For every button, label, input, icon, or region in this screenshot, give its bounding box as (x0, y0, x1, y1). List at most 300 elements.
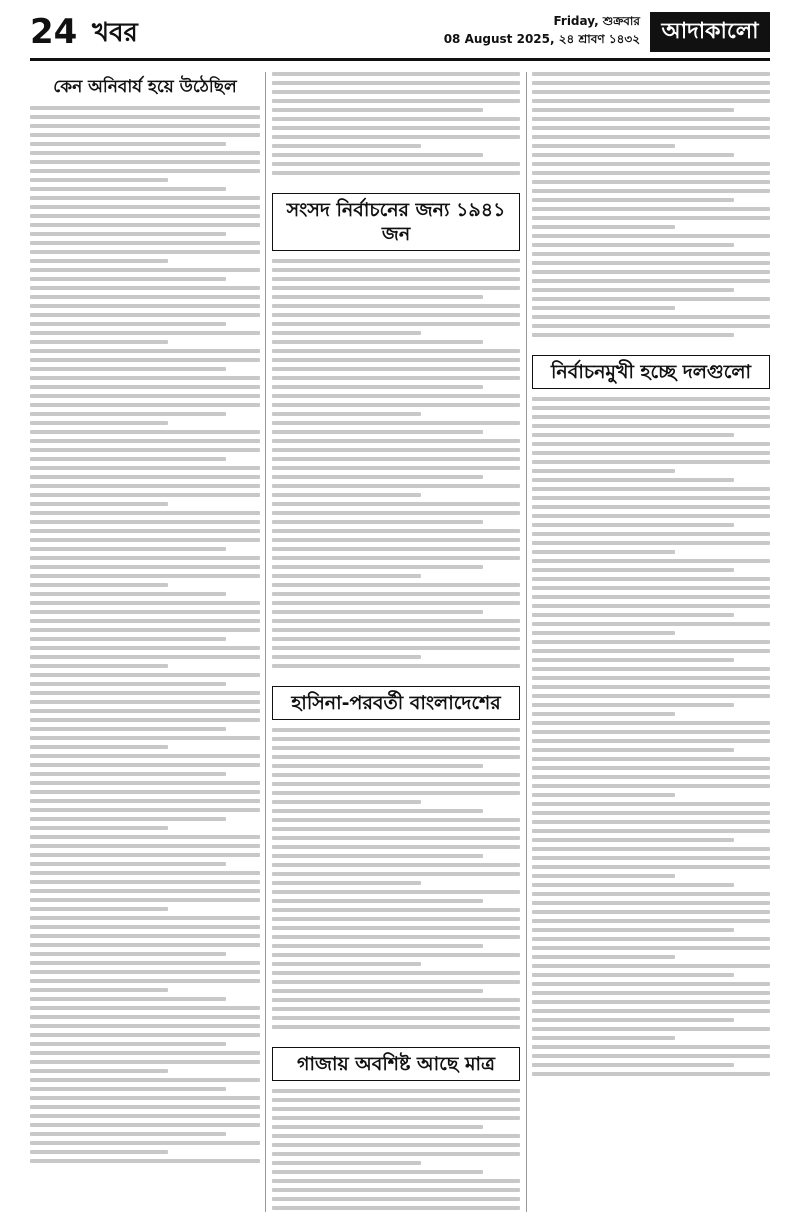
text-line-placeholder (30, 781, 260, 785)
text-line-placeholder (272, 926, 520, 930)
text-line-placeholder (532, 649, 770, 653)
text-line-placeholder (30, 925, 260, 929)
text-line-placeholder (30, 862, 226, 866)
text-line-placeholder (30, 259, 168, 263)
text-line-placeholder (30, 565, 260, 569)
text-line-placeholder (532, 928, 734, 932)
article-body (272, 259, 520, 668)
text-line-placeholder (30, 880, 260, 884)
text-line-placeholder (272, 340, 483, 344)
text-line-placeholder (272, 153, 483, 157)
text-line-placeholder (272, 592, 520, 596)
text-line-placeholder (30, 646, 260, 650)
text-line-placeholder (272, 135, 520, 139)
text-line-placeholder (532, 171, 770, 175)
text-line-placeholder (532, 946, 770, 950)
text-line-placeholder (30, 385, 260, 389)
text-line-placeholder (272, 556, 520, 560)
text-line-placeholder (30, 160, 260, 164)
text-line-placeholder (30, 493, 260, 497)
text-line-placeholder (272, 72, 520, 76)
text-line-placeholder (272, 538, 520, 542)
text-line-placeholder (532, 856, 770, 860)
text-line-placeholder (532, 595, 770, 599)
text-line-placeholder (30, 700, 260, 704)
text-line-placeholder (30, 943, 260, 947)
text-line-placeholder (272, 971, 520, 975)
text-line-placeholder (30, 115, 260, 119)
text-line-placeholder (532, 505, 770, 509)
text-line-placeholder (272, 430, 483, 434)
text-line-placeholder (272, 881, 421, 885)
text-line-placeholder (532, 189, 770, 193)
text-line-placeholder (30, 610, 260, 614)
text-line-placeholder (30, 169, 260, 173)
text-line-placeholder (272, 800, 421, 804)
newspaper-logo: আদাকালো (650, 12, 770, 52)
text-line-placeholder (532, 964, 770, 968)
text-line-placeholder (30, 853, 260, 857)
text-line-placeholder (532, 703, 734, 707)
text-line-placeholder (272, 412, 421, 416)
text-line-placeholder (272, 1007, 520, 1011)
text-line-placeholder (272, 989, 483, 993)
text-line-placeholder (532, 901, 770, 905)
text-line-placeholder (30, 295, 260, 299)
text-line-placeholder (30, 844, 260, 848)
text-line-placeholder (30, 1114, 260, 1118)
text-line-placeholder (532, 721, 770, 725)
text-line-placeholder (272, 484, 520, 488)
article-body (272, 72, 520, 175)
text-line-placeholder (532, 847, 770, 851)
section-tag: খবর (92, 18, 138, 48)
text-line-placeholder (272, 1161, 421, 1165)
text-line-placeholder (30, 133, 260, 137)
text-line-placeholder (30, 1132, 226, 1136)
text-line-placeholder (30, 1105, 260, 1109)
text-line-placeholder (532, 333, 734, 337)
text-line-placeholder (272, 259, 520, 263)
text-line-placeholder (30, 1024, 260, 1028)
text-line-placeholder (532, 1072, 770, 1076)
text-line-placeholder (272, 836, 520, 840)
text-line-placeholder (532, 919, 770, 923)
text-line-placeholder (30, 142, 226, 146)
text-line-placeholder (532, 424, 770, 428)
text-line-placeholder (30, 673, 260, 677)
text-line-placeholder (532, 433, 734, 437)
text-line-placeholder (532, 397, 770, 401)
text-line-placeholder (532, 460, 770, 464)
text-line-placeholder (532, 1009, 770, 1013)
text-line-placeholder (532, 802, 770, 806)
text-line-placeholder (30, 754, 260, 758)
text-line-placeholder (272, 908, 520, 912)
text-line-placeholder (532, 730, 770, 734)
text-line-placeholder (532, 1018, 734, 1022)
text-line-placeholder (532, 622, 770, 626)
text-line-placeholder (532, 973, 734, 977)
text-line-placeholder (272, 1016, 520, 1020)
text-line-placeholder (272, 737, 520, 741)
text-line-placeholder (532, 198, 734, 202)
text-line-placeholder (272, 863, 520, 867)
text-line-placeholder (272, 171, 520, 175)
text-line-placeholder (30, 475, 260, 479)
text-line-placeholder (532, 748, 734, 752)
column-middle (272, 72, 520, 1212)
text-line-placeholder (30, 358, 260, 362)
text-line-placeholder (30, 952, 226, 956)
text-line-placeholder (532, 72, 770, 76)
text-line-placeholder (30, 349, 260, 353)
text-line-placeholder (30, 520, 260, 524)
text-line-placeholder (272, 448, 520, 452)
text-line-placeholder (532, 406, 770, 410)
text-line-placeholder (272, 646, 520, 650)
text-line-placeholder (272, 475, 483, 479)
text-line-placeholder (30, 286, 260, 290)
text-line-placeholder (532, 883, 734, 887)
text-line-placeholder (30, 1159, 260, 1163)
text-line-placeholder (532, 1000, 770, 1004)
text-line-placeholder (272, 117, 520, 121)
text-line-placeholder (532, 937, 770, 941)
text-line-placeholder (272, 547, 520, 551)
text-line-placeholder (272, 628, 520, 632)
text-line-placeholder (30, 799, 260, 803)
text-line-placeholder (532, 180, 770, 184)
text-line-placeholder (30, 268, 260, 272)
text-line-placeholder (272, 1025, 520, 1029)
text-line-placeholder (30, 1150, 168, 1154)
text-line-placeholder (30, 277, 226, 281)
text-line-placeholder (30, 1087, 226, 1091)
text-line-placeholder (30, 232, 226, 236)
text-line-placeholder (30, 664, 168, 668)
text-line-placeholder (30, 1069, 168, 1073)
text-line-placeholder (272, 493, 421, 497)
text-line-placeholder (30, 403, 260, 407)
text-line-placeholder (30, 430, 260, 434)
text-line-placeholder (272, 1206, 520, 1210)
text-line-placeholder (30, 655, 260, 659)
text-line-placeholder (30, 538, 260, 542)
text-line-placeholder (30, 1033, 260, 1037)
text-line-placeholder (30, 367, 226, 371)
text-line-placeholder (532, 279, 770, 283)
text-line-placeholder (532, 270, 770, 274)
text-line-placeholder (532, 838, 734, 842)
article-headline: নির্বাচনমুখী হচ্ছে দলগুলো (532, 355, 770, 389)
text-line-placeholder (532, 90, 770, 94)
text-line-placeholder (30, 574, 260, 578)
text-line-placeholder (272, 331, 421, 335)
text-line-placeholder (532, 982, 770, 986)
text-line-placeholder (30, 727, 226, 731)
text-line-placeholder (532, 604, 770, 608)
text-line-placeholder (30, 682, 226, 686)
date-block (430, 12, 640, 48)
text-line-placeholder (532, 469, 675, 473)
text-line-placeholder (272, 286, 520, 290)
text-line-placeholder (532, 1054, 770, 1058)
text-line-placeholder (30, 709, 260, 713)
text-line-placeholder (272, 1125, 483, 1129)
masthead (30, 10, 770, 61)
text-line-placeholder (532, 144, 675, 148)
text-line-placeholder (30, 763, 260, 767)
text-line-placeholder (30, 916, 260, 920)
text-line-placeholder (272, 385, 483, 389)
text-line-placeholder (272, 935, 520, 939)
text-line-placeholder (30, 691, 260, 695)
text-line-placeholder (532, 252, 770, 256)
text-line-placeholder (30, 529, 260, 533)
text-line-placeholder (532, 586, 770, 590)
text-line-placeholder (30, 637, 226, 641)
text-line-placeholder (532, 739, 770, 743)
text-line-placeholder (30, 1042, 226, 1046)
text-line-placeholder (272, 809, 483, 813)
text-line-placeholder (272, 1098, 520, 1102)
text-line-placeholder (30, 808, 260, 812)
text-line-placeholder (272, 99, 520, 103)
text-line-placeholder (272, 980, 520, 984)
text-line-placeholder (272, 764, 483, 768)
text-line-placeholder (30, 412, 226, 416)
text-line-placeholder (532, 532, 770, 536)
text-line-placeholder (272, 349, 520, 353)
column-divider (265, 72, 266, 1212)
text-line-placeholder (30, 1096, 260, 1100)
text-line-placeholder (30, 331, 260, 335)
text-line-placeholder (532, 1027, 770, 1031)
issue-date: 08 August 2025, ২৪ শ্রাবণ ১৪৩২ (443, 32, 640, 46)
text-line-placeholder (30, 223, 260, 227)
text-line-placeholder (30, 106, 260, 110)
text-line-placeholder (272, 304, 520, 308)
text-line-placeholder (532, 631, 675, 635)
weekday: Friday, শুক্রবার (553, 14, 640, 28)
page-number: 24 (30, 12, 78, 52)
text-line-placeholder (30, 745, 168, 749)
text-line-placeholder (30, 970, 260, 974)
text-line-placeholder (532, 207, 770, 211)
text-line-placeholder (532, 523, 734, 527)
text-line-placeholder (532, 487, 770, 491)
text-line-placeholder (272, 1197, 520, 1201)
text-line-placeholder (532, 640, 770, 644)
text-line-placeholder (30, 1060, 260, 1064)
text-line-placeholder (272, 782, 520, 786)
text-line-placeholder (30, 1078, 260, 1082)
text-line-placeholder (272, 583, 520, 587)
text-line-placeholder (30, 601, 260, 605)
text-line-placeholder (532, 108, 734, 112)
text-line-placeholder (272, 367, 520, 371)
text-line-placeholder (532, 676, 770, 680)
text-line-placeholder (30, 1141, 260, 1145)
text-line-placeholder (532, 577, 770, 581)
text-line-placeholder (532, 991, 770, 995)
text-line-placeholder (532, 820, 770, 824)
text-line-placeholder (272, 755, 520, 759)
article-body (272, 1089, 520, 1212)
text-line-placeholder (30, 196, 260, 200)
text-line-placeholder (532, 694, 770, 698)
text-line-placeholder (272, 845, 520, 849)
text-line-placeholder (30, 826, 168, 830)
text-line-placeholder (532, 1063, 734, 1067)
article-body (30, 106, 260, 1163)
text-line-placeholder (272, 899, 483, 903)
text-line-placeholder (30, 718, 260, 722)
text-line-placeholder (532, 829, 770, 833)
text-line-placeholder (532, 865, 770, 869)
column-divider (526, 72, 527, 1212)
text-line-placeholder (272, 90, 520, 94)
text-line-placeholder (30, 1006, 260, 1010)
text-line-placeholder (272, 108, 483, 112)
text-line-placeholder (272, 664, 520, 668)
text-line-placeholder (30, 1051, 260, 1055)
text-line-placeholder (532, 234, 770, 238)
text-line-placeholder (30, 961, 260, 965)
text-line-placeholder (30, 214, 260, 218)
text-line-placeholder (30, 313, 260, 317)
text-line-placeholder (30, 421, 168, 425)
text-line-placeholder (30, 376, 260, 380)
article-body (532, 397, 770, 1076)
text-line-placeholder (272, 126, 520, 130)
text-line-placeholder (272, 1188, 520, 1192)
text-line-placeholder (272, 295, 483, 299)
text-line-placeholder (272, 728, 520, 732)
text-line-placeholder (30, 151, 260, 155)
text-line-placeholder (30, 124, 260, 128)
text-line-placeholder (272, 746, 520, 750)
text-line-placeholder (532, 559, 770, 563)
text-line-placeholder (272, 601, 520, 605)
text-line-placeholder (272, 574, 421, 578)
text-line-placeholder (532, 288, 734, 292)
text-line-placeholder (532, 775, 770, 779)
text-line-placeholder (272, 81, 520, 85)
text-line-placeholder (272, 791, 520, 795)
text-line-placeholder (272, 511, 520, 515)
text-line-placeholder (272, 854, 483, 858)
text-line-placeholder (30, 979, 260, 983)
text-line-placeholder (532, 324, 770, 328)
text-line-placeholder (30, 583, 168, 587)
text-line-placeholder (532, 496, 770, 500)
text-line-placeholder (272, 565, 483, 569)
text-line-placeholder (532, 955, 675, 959)
text-line-placeholder (30, 1015, 260, 1019)
text-line-placeholder (532, 216, 770, 220)
text-line-placeholder (532, 261, 770, 265)
text-line-placeholder (272, 944, 483, 948)
text-line-placeholder (272, 1170, 483, 1174)
text-line-placeholder (532, 415, 770, 419)
text-line-placeholder (272, 439, 520, 443)
text-line-placeholder (272, 1134, 520, 1138)
text-line-placeholder (272, 637, 520, 641)
text-line-placeholder (272, 1143, 520, 1147)
text-line-placeholder (532, 784, 770, 788)
text-line-placeholder (30, 790, 260, 794)
text-line-placeholder (30, 439, 260, 443)
text-line-placeholder (30, 736, 260, 740)
text-line-placeholder (532, 766, 770, 770)
text-line-placeholder (272, 520, 483, 524)
text-line-placeholder (30, 817, 226, 821)
text-line-placeholder (532, 478, 734, 482)
article-body (272, 728, 520, 1029)
text-line-placeholder (532, 910, 770, 914)
text-line-placeholder (272, 773, 520, 777)
text-line-placeholder (532, 514, 770, 518)
text-line-placeholder (30, 889, 260, 893)
text-line-placeholder (532, 550, 675, 554)
text-line-placeholder (30, 187, 226, 191)
article-body (532, 72, 770, 337)
text-line-placeholder (272, 890, 520, 894)
text-line-placeholder (532, 162, 770, 166)
text-line-placeholder (532, 757, 770, 761)
text-line-placeholder (532, 811, 770, 815)
text-line-placeholder (532, 442, 770, 446)
text-line-placeholder (30, 934, 260, 938)
text-line-placeholder (532, 1045, 770, 1049)
text-line-placeholder (30, 1123, 260, 1127)
text-line-placeholder (272, 162, 520, 166)
text-line-placeholder (532, 451, 770, 455)
text-line-placeholder (272, 144, 421, 148)
text-line-placeholder (30, 898, 260, 902)
text-line-placeholder (272, 421, 520, 425)
text-line-placeholder (30, 466, 260, 470)
text-line-placeholder (532, 892, 770, 896)
text-line-placeholder (532, 135, 770, 139)
text-line-placeholder (532, 306, 675, 310)
text-line-placeholder (272, 619, 520, 623)
column-right (532, 72, 770, 1212)
text-line-placeholder (272, 1107, 520, 1111)
text-line-placeholder (30, 556, 260, 560)
text-line-placeholder (532, 99, 770, 103)
text-line-placeholder (532, 667, 770, 671)
text-line-placeholder (30, 394, 260, 398)
text-line-placeholder (272, 827, 520, 831)
text-line-placeholder (272, 457, 520, 461)
text-line-placeholder (30, 241, 260, 245)
text-line-placeholder (30, 871, 260, 875)
text-line-placeholder (30, 511, 260, 515)
text-line-placeholder (272, 655, 421, 659)
text-line-placeholder (30, 178, 168, 182)
text-line-placeholder (272, 1089, 520, 1093)
text-line-placeholder (272, 466, 520, 470)
text-line-placeholder (272, 376, 520, 380)
text-line-placeholder (272, 529, 520, 533)
text-line-placeholder (532, 243, 734, 247)
text-line-placeholder (532, 793, 675, 797)
text-line-placeholder (272, 358, 520, 362)
text-line-placeholder (30, 340, 168, 344)
